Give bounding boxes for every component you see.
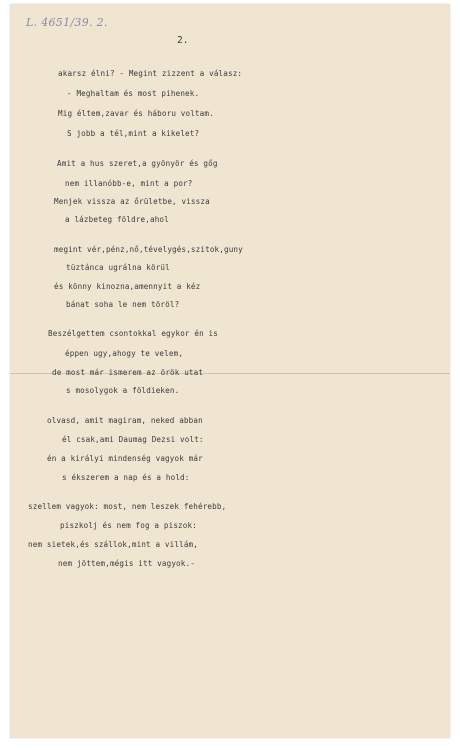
poem-line: S jobb a tél,mint a kikelet? [67, 129, 200, 138]
poem-line: él csak,ami Daumag Dezsi volt: [62, 435, 204, 444]
poem-line: Beszélgettem csontokkal egykor én is [48, 329, 218, 338]
typewritten-page [10, 4, 450, 738]
poem-line: nem sietek,és szállok,mint a villám, [28, 540, 198, 549]
poem-line: én a királyi mindenség vagyok már [47, 454, 203, 463]
poem-line: de most már ismerem az örök utat [52, 368, 204, 377]
poem-line: a lázbeteg földre,ahol [65, 215, 169, 224]
poem-line: éppen ugy,ahogy te velem, [65, 349, 184, 358]
poem-line: tüztánca ugrálna körül [66, 263, 170, 272]
poem-line: Amit a hus szeret,a gyönyör és gőg [57, 159, 218, 168]
poem-line: Menjek vissza az őrületbe, vissza [54, 197, 210, 206]
poem-line: szellem vagyok: most, nem leszek fehérebb, [28, 502, 227, 511]
poem-line: nem illanóbb-e, mint a por? [65, 179, 193, 188]
poem-line: bánat soha le nem töröl? [66, 300, 180, 309]
poem-line: s ékszerem a nap és a hold: [62, 473, 190, 482]
poem-line: megint vér,pénz,nő,tévelygés,szitok,guny [54, 245, 243, 254]
poem-line: olvasd, amit magiram, neked abban [47, 416, 203, 425]
poem-line: - Meghaltam és most pihenek. [67, 89, 200, 98]
page-number: 2. [177, 35, 189, 46]
poem-line: s mosolygok a földieken. [66, 386, 180, 395]
poem-line: piszkolj és nem fog a piszok: [60, 521, 197, 530]
handwritten-archive-note: L. 4651/39. 2. [26, 16, 108, 29]
poem-line: akarsz élni? - Megint zizzent a válasz: [58, 69, 243, 78]
poem-line: nem jöttem,mégis itt vagyok.- [58, 559, 195, 568]
poem-line: és könny kinozna,amennyit a kéz [54, 282, 201, 291]
poem-line: Mig éltem,zavar és háboru voltam. [58, 109, 214, 118]
